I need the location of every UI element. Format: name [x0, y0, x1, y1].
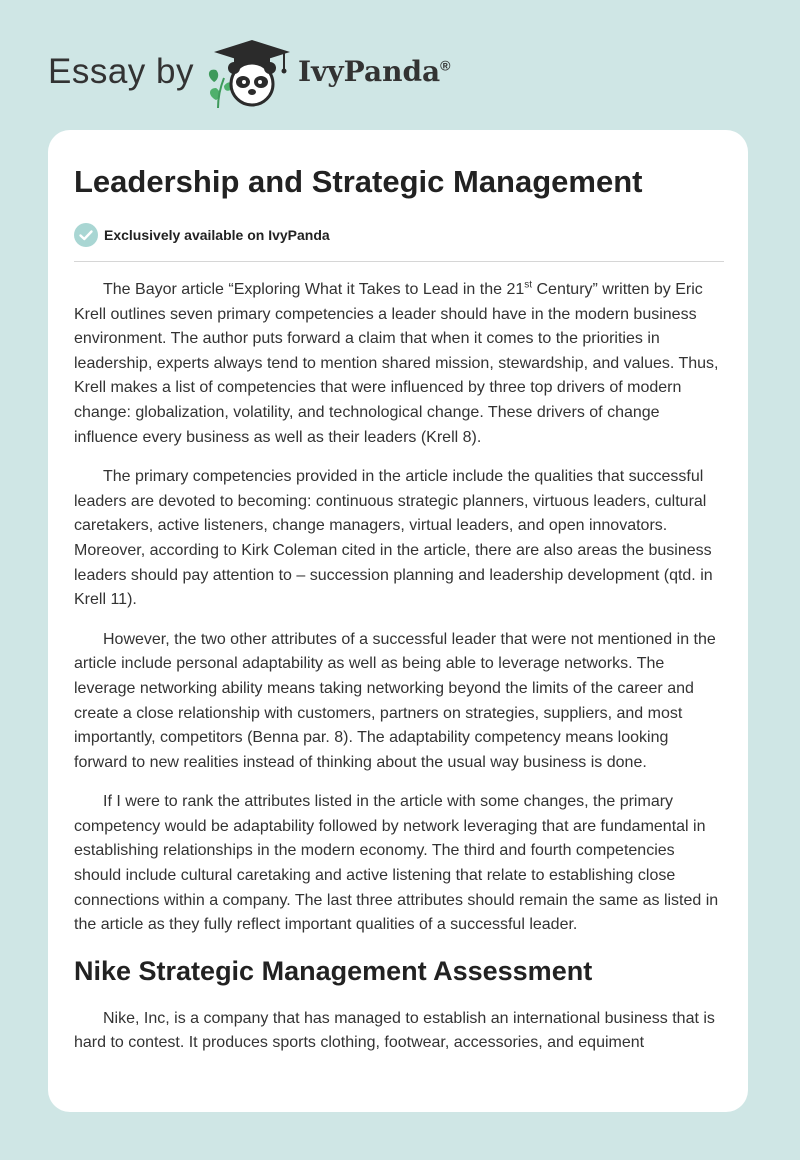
essay-body [74, 278, 724, 1071]
divider [74, 261, 724, 262]
section-heading: Nike Strategic Management Assessment [74, 955, 593, 986]
paragraph-4: If I were to rank the attributes listed in the article with some changes, the primary competency would be adaptability followed by network leveraging that are fundamental in establishing relationships in the modern economy. The third and fourth competencies should include cultural caretaking and active listening that relate to establishing close connections within a company. The last three attributes should remain the same as listed in the article as they fully reflect important qualities of a successful leader. [74, 793, 719, 934]
paragraph-2: The primary competencies provided in the article include the qualities that successful leaders are devoted to becoming: continuous strategic planners, virtuous leaders, cultural caretakers, active listeners, change managers, virtual leaders, and open innovators. Moreover, according to Kirk Coleman cited in the article, there are also areas the business leaders should pay attention to – succession planning and leadership development (qtd. in Krell 11). [74, 468, 713, 609]
paragraph-1: The Bayor article “Exploring What it Takes to Lead in the 21st Century” written by Eric Krell outlines seven primary competencies a leader should have in the modern business environment. The author puts forward a claim that when it comes to the priorities in leadership, experts always tend to mention shared mission, stewardship, and values. Thus, Krell makes a list of competencies that were influenced by three top drivers of modern change: globalization, volatility, and technological change. These drivers of change influence every business as well as their leaders (Krell 8). [74, 279, 719, 446]
exclusive-badge [74, 222, 330, 248]
check-circle-icon [74, 223, 98, 247]
site-header [48, 36, 748, 108]
page-title: Leadership and Strategic Management [74, 164, 643, 199]
section-paragraph-1: Nike, Inc, is a company that has managed to establish an international business that is hard to contest. It produces sports clothing, footwear, accessories, and equiment [74, 1009, 715, 1052]
panda-graduate-icon[interactable] [204, 38, 296, 110]
exclusive-label: Exclusively available on IvyPanda [104, 227, 330, 243]
brand-name[interactable]: IvyPanda® [298, 55, 451, 88]
paragraph-3: However, the two other attributes of a successful leader that were not mentioned in the article include personal adaptability as well as being able to leverage networks. The leverage networking ability means taking networking beyond the limits of the career and create a close relationship with customers, partners on strategies, suppliers, and most importantly, competitors (Benna par. 8). The adaptability competency means looking forward to new realities instead of thinking about the usual way business is done. [74, 630, 716, 771]
essay-card [48, 130, 748, 1112]
essay-by-label: Essay by [48, 52, 194, 91]
